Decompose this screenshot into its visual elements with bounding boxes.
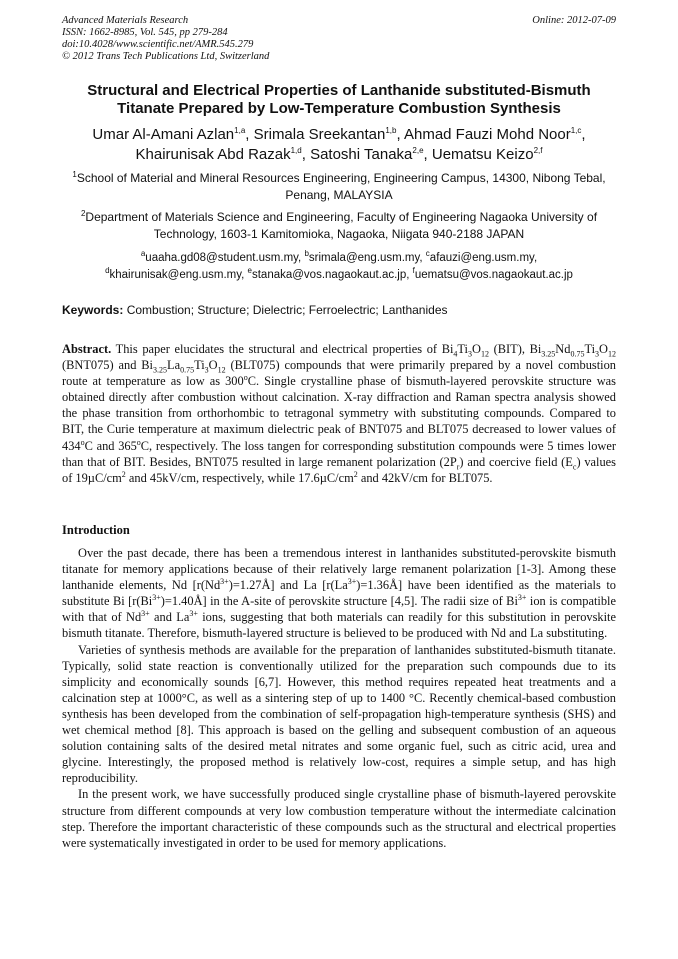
paper-title: Structural and Electrical Properties of Lanthanide substituted-Bismuth Titanate Prepared by Low-Temperature Combustion Synthesis (87, 82, 591, 117)
keywords-text: Combustion; Structure; Dielectric; Ferroelectric; Lanthanides (123, 303, 448, 317)
section-heading: Introduction (62, 523, 130, 537)
author: Ahmad Fauzi Mohd Noor$^{1,c}$, (403, 126, 586, 143)
author: Satoshi Tanaka$^{2,e}$, (310, 146, 432, 163)
author: Khairunisak Abd Razak$^{1,d}$, (135, 146, 311, 163)
paragraph: In the present work, we have successfully produced single crystalline phase of bismuth-layered perovskite structure from different compounds at very low combustion temperature without the intermediate calcination step. Therefore the important characteristic of these compounds such as the structural and electrical properties were systematically investigated in order to be used for memory applications. (62, 787, 616, 850)
journal-name: Advanced Materials Research (62, 15, 189, 26)
author: Uematsu Keizo$^{2,f}$ (431, 146, 543, 163)
abstract: Abstract. This paper elucidates the structural and electrical properties of $Bi_4Ti_3O_{12}$ (BIT), $Bi_{3.25}Nd_{0.75}Ti_3O_{12}$ (BNT075) and $Bi_{3.25}La_{0.75}Ti_3O_{12}$ (BLT075) compounds that were primarily prepared by a novel combustion route at temperature as low as 300$^o$C. Single crystalline phase of bismuth-layered perovskite structure was obtained directly after combustion without calcination. X-ray diffraction and Raman spectra analysis showed the phase transition from orthorhombic to tetragonal symmetry with substituting compounds. Compared to BIT, the Curie temperature at maximum dielectric peak of BNT075 and BLT075 decreased to lower values of 434$^o$C and 365$^o$C, respectively. The loss tangen for corresponding substitution compounds were 5 times lower than that of BIT. Besides, BNT075 resulted in large remanent polarization $(2P_r)$ and coercive field $(E_c)$ values of $19\mu C/cm^2$ and 45kV/cm, respectively, while $17.6\mu C/cm^2$ and 42kV/cm for BLT075. (62, 342, 617, 485)
online-date: Online: 2012-07-09 (532, 15, 616, 26)
copyright: © 2012 Trans Tech Publications Ltd, Switzerland (62, 51, 270, 62)
email[interactable]: $^e$stanaka@vos.nagaokaut.ac.jp (247, 266, 407, 281)
email[interactable]: $^b$srimala@eng.usm.my (304, 249, 420, 264)
author-list (62, 125, 616, 165)
email[interactable]: $^f$uematsu@vos.nagaokaut.ac.jp (412, 266, 573, 281)
affiliation-2: $^2$Department of Materials Science and Engineering, Faculty of Engineering Nagaoka University of Technology, 1603-1 Kamitomioka, Nagaoka, Niigata 940-2188 JAPAN (80, 209, 598, 241)
keywords-label: Keywords: (62, 303, 124, 317)
email-list: $^a$uaaha.gd08@student.usm.my, $^b$srimala@eng.usm.my, $^c$afauzi@eng.usm.my, $^d$khairunisak@eng.usm.my, $^e$stanaka@vos.nagaokaut.ac.jp, $^f$uematsu@vos.nagaokaut.ac.jp (105, 249, 573, 281)
abstract-label: Abstract. (62, 342, 112, 356)
email[interactable]: $^d$khairunisak@eng.usm.my (105, 266, 242, 281)
doi: doi:10.4028/www.scientific.net/AMR.545.279 (62, 39, 254, 50)
paragraph: Varieties of synthesis methods are available for the preparation of lanthanides substituted-bismuth titanate. Typically, solid state reaction is conventionally utilized for the preparation such compounds due to its simplicity and economically sounds [6,7]. However, this method requires repeated heat treatments and a calcination step at 1000°C, as well as a sintering step of up to 1400 °C. Recently chemical-based combustion synthesis has been developed from the combination of self-propagation high-temperature synthesis (SHS) and wet chemical method [8]. This approach is based on the gelling and subsequent combustion of an aqueous solution containing salts of the desired metal nitrates and some organic fuel, such as citric acid, urea and glycine. Interestingly, the proposed method is relatively low-cost, requires a simple setup, and has high reproducibility. (62, 642, 616, 786)
issn: ISSN: 1662-8985, Vol. 545, pp 279-284 (62, 27, 228, 38)
email[interactable]: $^c$afauzi@eng.usm.my (425, 249, 534, 264)
introduction-body (62, 545, 616, 851)
email[interactable]: $^a$uaaha.gd08@student.usm.my (140, 249, 299, 264)
keywords (62, 302, 616, 318)
journal-header (62, 15, 616, 63)
author: Umar Al-Amani Azlan$^{1,a}$, (92, 126, 254, 143)
affiliation-1: $^1$School of Material and Mineral Resources Engineering, Engineering Campus, 14300, Nibong Tebal, Penang, MALAYSIA (72, 170, 606, 202)
author: Srimala Sreekantan$^{1,b}$, (253, 126, 404, 143)
paragraph: Over the past decade, there has been a tremendous interest in lanthanides substituted-perovskite bismuth titanate for memory applications because of their relatively large remanent polarization [1-3]. Among these lanthanide elements, Nd $[r(Nd^{3+})=1.27Å]$ and La $[r(La^{3+})=1.36Å]$ have been identified as the materials to substitute Bi $[r(Bi^{3+})=1.40Å]$ in the A-site of perovskite structure [4,5]. The radii size of $Bi^{3+}$ ion is compatible with that of $Nd^{3+}$ and $La^{3+}$ ions, suggesting that both materials can readily for this substitution in perovskite bismuth titanate. Therefore, bismuth-layered structure is believed to be produced with Nd and La substituting. (62, 546, 616, 641)
